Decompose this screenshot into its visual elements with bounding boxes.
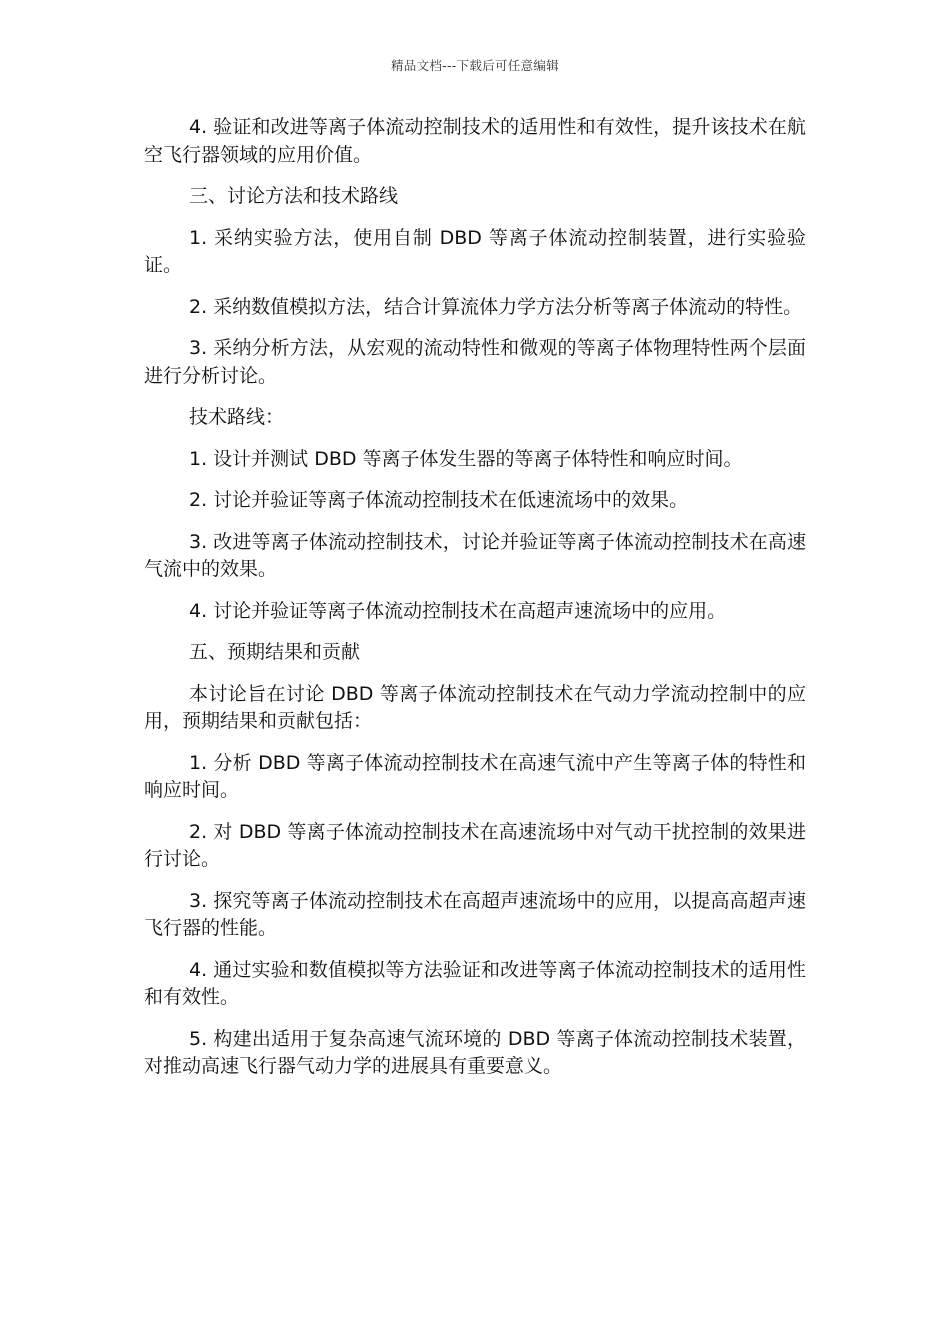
- paragraph-result-3: 3. 探究等离子体流动控制技术在高超声速流场中的应用，以提高高超声速飞行器的性能。: [144, 889, 806, 939]
- paragraph-result-2: 2. 对 DBD 等离子体流动控制技术在高速流场中对气动干扰控制的效果进行讨论。: [144, 820, 806, 870]
- paragraph-method-3: 3. 采纳分析方法，从宏观的流动特性和微观的等离子体物理特性两个层面进行分析讨论。: [144, 337, 806, 387]
- paragraph-result-1: 1. 分析 DBD 等离子体流动控制技术在高速气流中产生等离子体的特性和响应时间。: [144, 751, 806, 801]
- document-body: [144, 114, 806, 1095]
- paragraph-route-3: 3. 改进等离子体流动控制技术，讨论并验证等离子体流动控制技术在高速气流中的效果。: [144, 530, 806, 580]
- page-header: 精品文档---下载后可任意编辑: [390, 58, 560, 73]
- section-heading-methods: 三、讨论方法和技术路线: [189, 185, 399, 207]
- section-heading-results: 五、预期结果和贡献: [189, 641, 361, 663]
- paragraph-result-4: 4. 通过实验和数值模拟等方法验证和改进等离子体流动控制技术的适用性和有效性。: [144, 958, 806, 1008]
- paragraph-method-2: 2. 采纳数值模拟方法，结合计算流体力学方法分析等离子体流动的特性。: [189, 295, 803, 318]
- paragraph-result-5: 5. 构建出适用于复杂高速气流环境的 DBD 等离子体流动控制技术装置，对推动高速飞行器气动力学的进展具有重要意义。: [144, 1027, 806, 1077]
- paragraph-results-intro: 本讨论旨在讨论 DBD 等离子体流动控制技术在气动力学流动控制中的应用，预期结果和贡献包括：: [144, 682, 806, 732]
- paragraph-route-1: 1. 设计并测试 DBD 等离子体发生器的等离子体特性和响应时间。: [189, 447, 743, 470]
- paragraph-method-1: 1. 采纳实验方法，使用自制 DBD 等离子体流动控制装置，进行实验验证。: [144, 226, 806, 276]
- subheading-tech-route: 技术路线：: [189, 406, 285, 428]
- paragraph-route-4: 4. 讨论并验证等离子体流动控制技术在高超声速流场中的应用。: [189, 599, 727, 622]
- paragraph-route-2: 2. 讨论并验证等离子体流动控制技术在低速流场中的效果。: [189, 489, 689, 511]
- paragraph-goal-4: 4. 验证和改进等离子体流动控制技术的适用性和有效性，提升该技术在航空飞行器领域的应用价值。: [144, 116, 806, 166]
